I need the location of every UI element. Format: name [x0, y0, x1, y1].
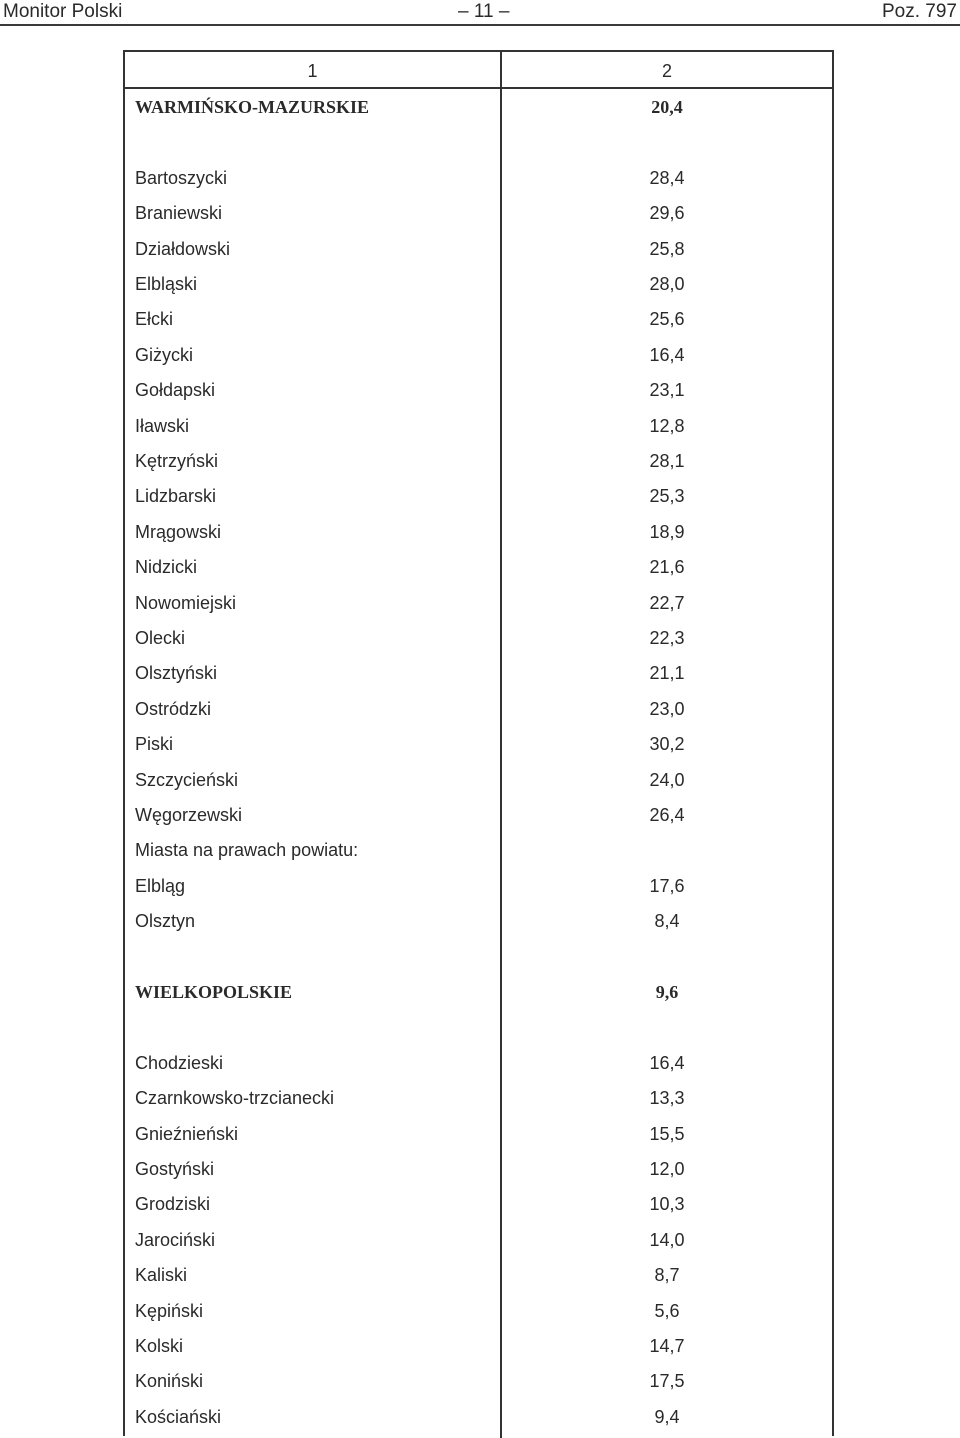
table-row: [125, 266, 832, 301]
table-row: [125, 408, 832, 443]
row-name: Kaliski: [135, 1265, 188, 1286]
table-row: [125, 1293, 832, 1328]
row-name: Nidzicki: [135, 557, 198, 578]
row-name: Czarnkowsko-trzcianecki: [135, 1088, 335, 1109]
row-value: 24,0: [649, 769, 685, 790]
row-value: 16,4: [649, 1052, 685, 1073]
table-row: [125, 514, 832, 549]
data-table: [123, 50, 834, 1436]
row-value: 14,0: [649, 1229, 685, 1250]
row-name: WIELKOPOLSKIE: [135, 982, 293, 1002]
row-value: 22,3: [649, 628, 685, 648]
row-value: 28,4: [649, 167, 685, 188]
row-value: 18,9: [649, 521, 685, 542]
row-name: Bartoszycki: [135, 167, 228, 188]
column-header-2: 2: [661, 61, 672, 81]
page-number: – 11 –: [458, 1, 510, 22]
row-value: 25,6: [649, 309, 685, 330]
table-row: [125, 939, 832, 974]
row-value: 13,3: [649, 1088, 685, 1109]
row-value: 25,8: [649, 238, 685, 259]
table-row: [125, 1009, 832, 1044]
row-value: 14,7: [649, 1336, 685, 1356]
row-name: Chodzieski: [135, 1052, 224, 1073]
row-name: Braniewski: [135, 203, 223, 224]
table-row: [125, 1080, 832, 1115]
table-row: [125, 1151, 832, 1186]
row-value: 20,4: [651, 97, 683, 117]
row-value: 9,4: [654, 1406, 680, 1427]
row-name: Giżycki: [135, 344, 193, 365]
row-value: 28,0: [649, 274, 685, 294]
publication-title: Monitor Polski: [3, 1, 123, 22]
row-value: 26,4: [649, 805, 685, 825]
table-row: [125, 1257, 832, 1292]
table-row-region: [125, 89, 832, 124]
row-name: Kościański: [135, 1406, 222, 1427]
row-name: Koniński: [135, 1371, 204, 1392]
header-divider: [0, 24, 960, 26]
row-value: 22,7: [649, 592, 685, 613]
row-value: 21,6: [649, 557, 685, 578]
row-name: Szczycieński: [135, 769, 239, 790]
table-row: [125, 372, 832, 407]
table-row: [125, 691, 832, 726]
row-name: Elbląg: [135, 875, 186, 896]
row-name: Działdowski: [135, 238, 231, 259]
row-value: 15,5: [649, 1123, 685, 1144]
row-value: 10,3: [649, 1194, 685, 1215]
row-name: Węgorzewski: [135, 805, 243, 825]
row-name: Ostródzki: [135, 698, 212, 719]
row-name: Gnieźnieński: [135, 1123, 239, 1144]
table-row: [125, 160, 832, 195]
row-value: 16,4: [649, 344, 685, 365]
table-row: [125, 231, 832, 266]
row-value: 30,2: [649, 734, 685, 755]
table-row: [125, 1399, 832, 1434]
row-value: 29,6: [649, 203, 685, 224]
table-row: [125, 1363, 832, 1398]
row-value: 9,6: [655, 982, 679, 1002]
position-number: Poz. 797: [882, 1, 957, 22]
row-value: 23,0: [649, 698, 685, 719]
table-row: [125, 443, 832, 478]
row-name: Gostyński: [135, 1159, 215, 1179]
row-name: Jarociński: [135, 1229, 216, 1250]
table-row: [125, 797, 832, 832]
row-name: Kętrzyński: [135, 451, 219, 471]
row-name: Olecki: [135, 628, 186, 648]
row-value: 8,4: [654, 911, 680, 932]
table-row: [125, 1116, 832, 1151]
column-header-1: 1: [307, 61, 318, 81]
table-row: [125, 124, 832, 159]
row-name: Grodziski: [135, 1194, 211, 1215]
row-name: Ełcki: [135, 309, 174, 330]
row-name: Piski: [135, 734, 174, 755]
table-row: [125, 903, 832, 938]
table-row: [125, 337, 832, 372]
table-row: [125, 868, 832, 903]
row-value: 5,6: [654, 1300, 680, 1321]
row-name: Nowomiejski: [135, 592, 237, 613]
table-row: [125, 832, 832, 867]
row-name: Olsztyński: [135, 663, 218, 684]
row-value: 28,1: [649, 451, 685, 471]
row-value: 12,8: [649, 415, 685, 436]
row-value: 21,1: [649, 663, 685, 684]
table-row: [125, 549, 832, 584]
row-name: Miasta na prawach powiatu:: [135, 840, 359, 861]
table-row: [125, 195, 832, 230]
row-name: Kolski: [135, 1336, 184, 1356]
table-row: [125, 726, 832, 761]
row-name: Iławski: [135, 415, 190, 436]
table-row-region: [125, 974, 832, 1009]
table-row: [125, 1328, 832, 1363]
row-name: Elbląski: [135, 274, 198, 294]
row-name: WARMIŃSKO-MAZURSKIE: [135, 97, 370, 117]
table-row: [125, 478, 832, 513]
table-row: [125, 620, 832, 655]
row-value: 25,3: [649, 486, 685, 507]
row-value: 23,1: [649, 380, 685, 401]
table-row: [125, 1222, 832, 1257]
table-row: [125, 762, 832, 797]
table-row: [125, 585, 832, 620]
table-row: [125, 1045, 832, 1080]
table-row: [125, 655, 832, 690]
row-value: 17,6: [649, 875, 685, 896]
row-name: Gołdapski: [135, 380, 216, 401]
page-header: [0, 0, 960, 26]
row-name: Kępiński: [135, 1300, 204, 1321]
row-value: 17,5: [649, 1371, 685, 1392]
row-name: Olsztyn: [135, 911, 196, 932]
row-name: Mrągowski: [135, 521, 222, 542]
row-value: 8,7: [654, 1265, 680, 1286]
row-name: Lidzbarski: [135, 486, 217, 507]
table-row: [125, 1186, 832, 1221]
row-value: 12,0: [649, 1159, 685, 1179]
table-row: [125, 301, 832, 336]
